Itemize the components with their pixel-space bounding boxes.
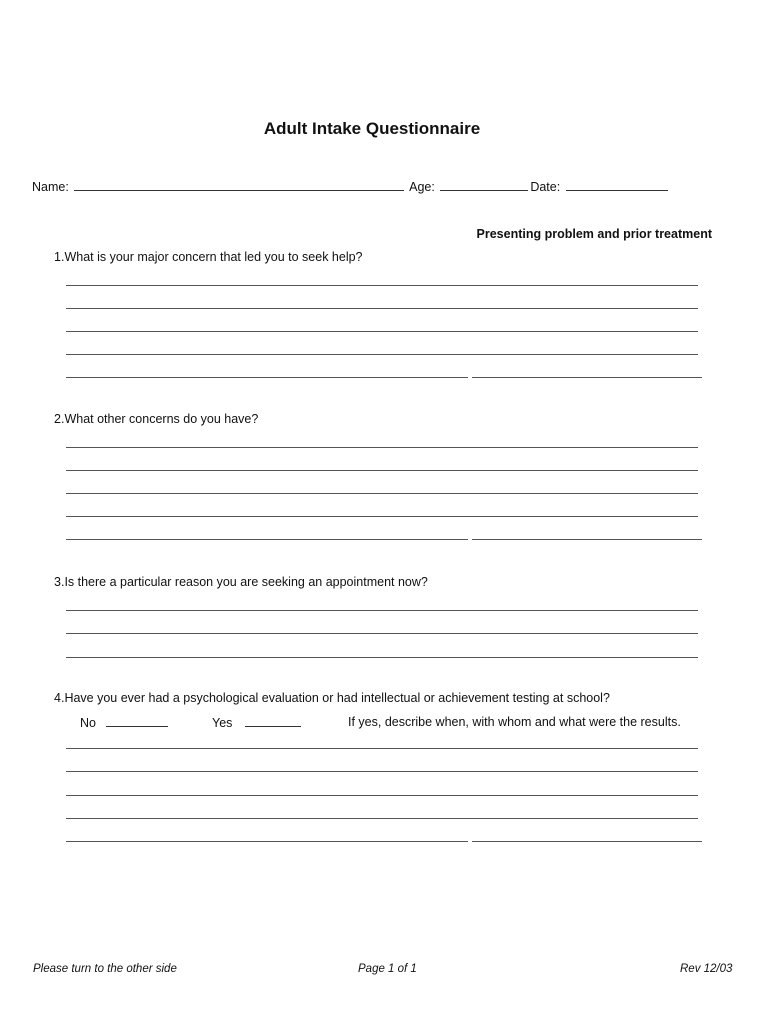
answer-line[interactable] xyxy=(66,331,698,332)
date-label: Date: xyxy=(530,180,561,194)
question-number: 1. xyxy=(54,250,65,264)
answer-line[interactable] xyxy=(472,377,702,378)
question-3 xyxy=(54,575,428,589)
footer-revision: Rev 12/03 xyxy=(680,963,733,975)
answer-line[interactable] xyxy=(66,795,698,796)
answer-line[interactable] xyxy=(66,818,698,819)
answer-line[interactable] xyxy=(66,657,698,658)
answer-line[interactable] xyxy=(66,354,698,355)
header-fields-row xyxy=(32,179,670,194)
page-title: Adult Intake Questionnaire xyxy=(263,119,481,138)
date-field[interactable] xyxy=(566,179,668,191)
answer-line[interactable] xyxy=(66,285,698,286)
answer-line[interactable] xyxy=(66,516,698,517)
question-text: Is there a particular reason you are seeking an appointment now? xyxy=(64,575,428,589)
question-text: What other concerns do you have? xyxy=(64,412,259,426)
answer-line[interactable] xyxy=(66,633,698,634)
answer-line[interactable] xyxy=(472,539,702,540)
footer-left: Please turn to the other side xyxy=(33,963,177,975)
question-text: What is your major concern that led you to seek help? xyxy=(64,250,363,264)
no-option xyxy=(80,715,168,730)
answer-line[interactable] xyxy=(66,539,468,540)
question-number: 3. xyxy=(54,575,65,589)
yes-label: Yes xyxy=(212,716,233,730)
footer-page-number: Page 1 of 1 xyxy=(358,963,417,975)
question-number: 2. xyxy=(54,412,65,426)
answer-line[interactable] xyxy=(66,377,468,378)
no-label: No xyxy=(80,716,96,730)
answer-line[interactable] xyxy=(66,493,698,494)
question-4 xyxy=(54,691,610,705)
section-heading: Presenting problem and prior treatment xyxy=(476,227,712,241)
answer-line[interactable] xyxy=(66,308,698,309)
answer-line[interactable] xyxy=(66,447,698,448)
name-label: Name: xyxy=(32,180,69,194)
question-2 xyxy=(54,412,258,426)
question-1 xyxy=(54,250,363,264)
yes-blank[interactable] xyxy=(245,715,301,727)
yes-instruction: If yes, describe when, with whom and what were the results. xyxy=(348,715,681,729)
answer-line[interactable] xyxy=(472,841,702,842)
age-field[interactable] xyxy=(440,179,528,191)
answer-line[interactable] xyxy=(66,470,698,471)
question-text: Have you ever had a psychological evaluation or had intellectual or achievement testing at school? xyxy=(64,691,610,705)
question-number: 4. xyxy=(54,691,65,705)
answer-line[interactable] xyxy=(66,610,698,611)
answer-line[interactable] xyxy=(66,771,698,772)
no-blank[interactable] xyxy=(106,715,168,727)
yes-option xyxy=(212,715,301,730)
age-label: Age: xyxy=(409,180,435,194)
name-field[interactable] xyxy=(74,179,404,191)
answer-line[interactable] xyxy=(66,841,468,842)
answer-line[interactable] xyxy=(66,748,698,749)
